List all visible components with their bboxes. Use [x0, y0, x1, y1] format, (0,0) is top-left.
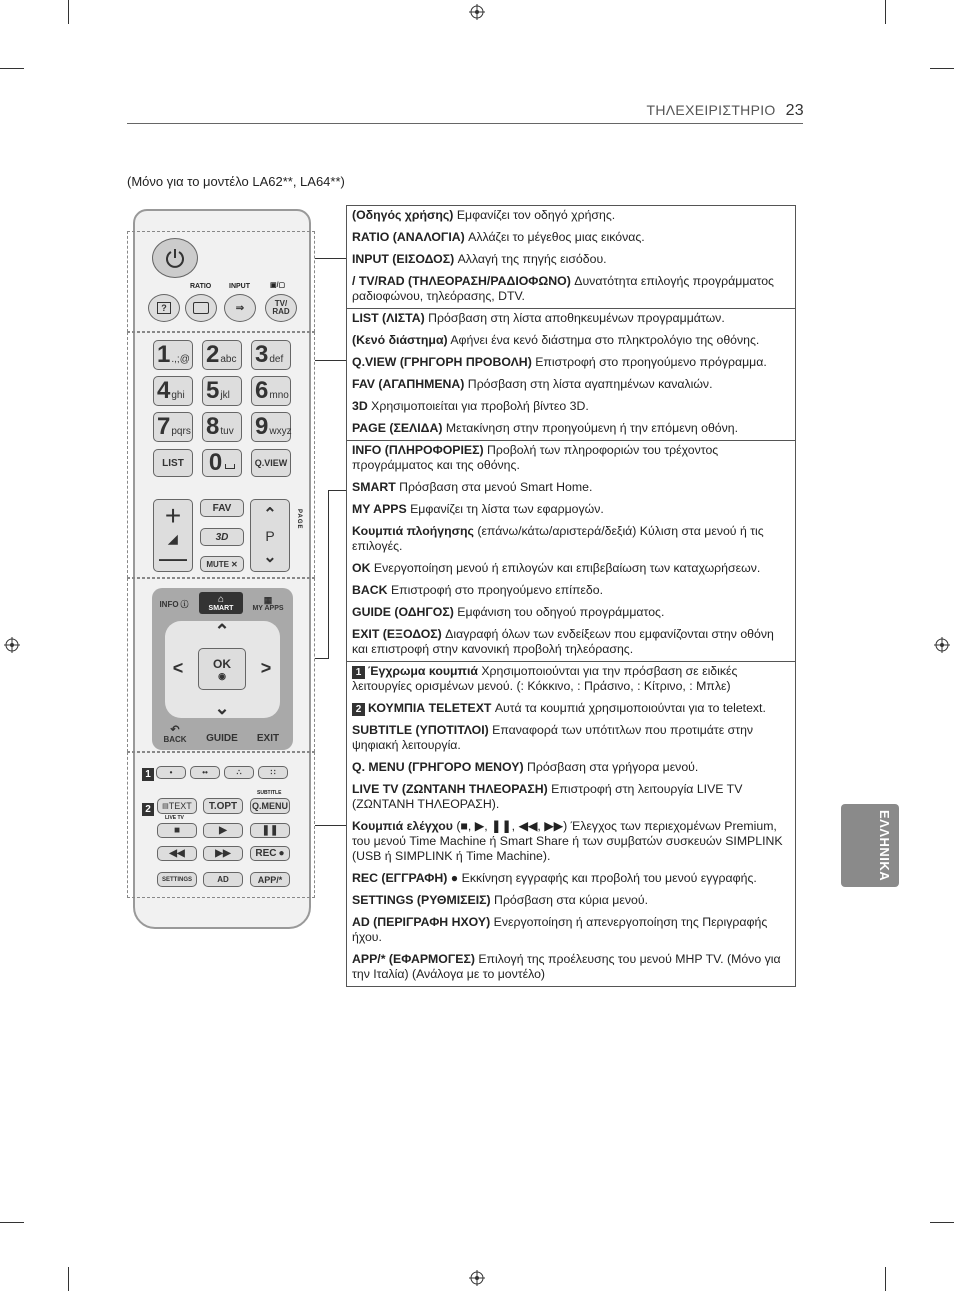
mute-button[interactable]: MUTE ✕: [200, 556, 244, 572]
function-description: Επιστροφή στο προηγούμενο επίπεδο.: [387, 583, 604, 597]
teletext-icon: ▤: [162, 803, 169, 810]
function-description: Εμφάνιση του οδηγού προγράμματος.: [453, 605, 665, 619]
function-item: [352, 421, 790, 436]
function-item: [352, 399, 790, 414]
function-item: [352, 723, 790, 753]
function-item: [352, 502, 790, 517]
function-description: Πρόσβαση στα κύρια μενού.: [490, 893, 649, 907]
number-key-3[interactable]: 3 def: [251, 340, 291, 370]
back-arrow-icon: ↶: [170, 723, 180, 736]
info-icon: ⓘ: [180, 599, 189, 609]
function-item: [352, 355, 790, 370]
number-key-1[interactable]: 1 .,;@: [153, 340, 193, 370]
3d-button[interactable]: 3D: [200, 528, 244, 546]
function-name: REC (ΕΓΓΡΑΦΗ): [352, 871, 448, 885]
function-item: [352, 443, 790, 473]
number-key-6[interactable]: 6 mno: [251, 376, 291, 406]
function-description: Εμφανίζει τον οδηγό χρήσης.: [453, 208, 616, 222]
function-name: BACK: [352, 583, 388, 597]
function-name: SMART: [352, 480, 396, 494]
red-button[interactable]: •: [156, 766, 186, 779]
chevron-down-icon: ⌄: [263, 549, 277, 566]
page-number: 23: [785, 102, 804, 119]
crop-mark: [885, 0, 886, 24]
function-name: Έγχρωμα κουμπιά: [368, 664, 478, 678]
function-name: GUIDE (ΟΔΗΓΟΣ): [352, 605, 454, 619]
function-name: LIST (ΛΙΣΤΑ): [352, 311, 425, 325]
fast-forward-icon: ▶▶: [215, 848, 231, 859]
function-item: [352, 664, 790, 694]
function-description: (επάνω/κάτω/αριστερά/δεξιά) Κύλιση στα μενού ή τις επιλογές.: [352, 524, 764, 553]
function-description: Χρησιμοποιείται για προβολή βίντεο 3D.: [367, 399, 589, 413]
ratio-button[interactable]: [185, 294, 217, 322]
subtitle-label: SUBTITLE: [257, 790, 282, 796]
nav-up-button[interactable]: ⌃: [214, 620, 230, 641]
crop-mark: [930, 1222, 954, 1223]
function-name: FAV (ΑΓΑΠΗΜΕΝΑ): [352, 377, 465, 391]
registration-mark-icon: [469, 1270, 485, 1286]
number-key-4[interactable]: 4 ghi: [153, 376, 193, 406]
tvrad-button[interactable]: TV/ RAD: [265, 294, 297, 322]
zero-space-button[interactable]: 0: [202, 449, 242, 477]
function-description: Προβολή των πληροφοριών του τρέχοντος προγράμματος και της οθόνης.: [352, 443, 719, 472]
number-badge: 2: [352, 703, 365, 716]
nav-right-button[interactable]: >: [260, 657, 272, 678]
table-section: [347, 309, 795, 441]
function-item: [352, 311, 790, 326]
function-description: Πρόσβαση στα μενού Smart Home.: [395, 480, 593, 494]
nav-left-button[interactable]: <: [172, 657, 184, 678]
number-key-2[interactable]: 2 abc: [202, 340, 242, 370]
function-description: Αλλάζει το μέγεθος μιας εικόνας.: [464, 230, 645, 244]
number-badge: 1: [352, 666, 365, 679]
guide-button[interactable]: GUIDE: [206, 732, 238, 744]
smart-button[interactable]: ⌂ SMART: [199, 592, 243, 614]
function-item: [352, 893, 790, 908]
header-rule: [127, 123, 803, 124]
function-name: INFO (ΠΛΗΡΟΦΟΡΙΕΣ): [352, 443, 484, 457]
function-item: [352, 583, 790, 598]
record-dot-icon: ●: [278, 848, 285, 859]
settings-button[interactable]: SETTINGS: [157, 872, 197, 887]
function-name: Κουμπιά ελέγχου: [352, 819, 453, 833]
table-section: [347, 206, 795, 309]
grid-icon: ▦: [263, 595, 273, 605]
crop-mark: [68, 0, 69, 24]
function-name: SUBTITLE (ΥΠΟΤΙΤΛΟΙ): [352, 723, 489, 737]
function-name: PAGE (ΣΕΛΙΔΑ): [352, 421, 443, 435]
leader-line: [328, 490, 329, 658]
program-rocker[interactable]: ⌃ P ⌄: [250, 499, 290, 572]
my-apps-button[interactable]: ▦ MY APPS: [252, 595, 284, 612]
function-table: [346, 205, 796, 987]
function-item: [352, 782, 790, 812]
yellow-button[interactable]: ∴: [224, 766, 254, 779]
function-name: ΚΟΥΜΠΙΑ TELETEXT: [368, 701, 492, 715]
page-label: PAGE: [296, 509, 302, 530]
registration-mark-icon: [4, 637, 20, 653]
function-description: Ενεργοποίηση ή απενεργοποίηση της Περιγραφής ήχου.: [352, 915, 768, 944]
function-item: [352, 627, 790, 657]
crop-mark: [0, 1222, 24, 1223]
function-item: [352, 871, 790, 886]
function-item: [352, 952, 790, 982]
pause-button[interactable]: [250, 823, 290, 838]
function-name: Q. MENU (ΓΡΗΓΟΡΟ ΜΕΝΟΥ): [352, 760, 524, 774]
function-name: (Οδηγός χρήσης): [352, 208, 454, 222]
number-key-7[interactable]: 7 pqrs: [153, 412, 193, 442]
function-item: [352, 208, 790, 223]
input-button[interactable]: [224, 294, 256, 322]
mute-icon: ✕: [230, 559, 238, 569]
number-key-5[interactable]: 5 jkl: [202, 376, 242, 406]
function-item: [352, 230, 790, 245]
function-name: (Κενό διάστημα): [352, 333, 448, 347]
function-item: [352, 480, 790, 495]
green-button[interactable]: ••: [190, 766, 220, 779]
function-name: INPUT (ΕΙΣΟΔΟΣ): [352, 252, 455, 266]
text-button[interactable]: ▤ TEXT: [157, 798, 197, 814]
volume-icon: ◢: [168, 531, 178, 546]
qmenu-button[interactable]: Q.MENU: [250, 798, 290, 814]
function-item: [352, 605, 790, 620]
fast-forward-button[interactable]: [203, 846, 243, 861]
registration-mark-icon: [934, 637, 950, 653]
crop-mark: [930, 68, 954, 69]
table-section: [347, 662, 795, 986]
function-description: Επιλογή της προέλευσης του μενού MHP TV. (Μόνο για την Ιταλία) (Ανάλογα με το μοντέλο): [352, 952, 781, 981]
crop-mark: [0, 68, 24, 69]
pause-icon: ❚❚: [261, 825, 279, 836]
function-name: OK: [352, 561, 371, 575]
livetv-label: LIVE TV: [165, 815, 184, 821]
leader-line: [315, 360, 346, 361]
page-header: [647, 102, 804, 120]
language-tab: ΕΛΛΗΝΙΚΑ: [841, 804, 899, 887]
volume-rocker[interactable]: [153, 499, 193, 572]
list-button[interactable]: LIST: [153, 449, 193, 477]
function-name: RATIO (ΑΝΑΛΟΓΙΑ): [352, 230, 465, 244]
crop-mark: [885, 1267, 886, 1291]
function-description: Χρησιμοποιούνται για την πρόσβαση σε ειδικές λειτουργίες ορισμένων μενού. (: Κόκκινο, : Πράσινο, : Κίτρινο, : Μπλε): [352, 664, 738, 693]
function-description: (■, ▶, ❚❚, ◀◀, ▶▶) Έλεγχος των περιεχομένων Premium, του μενού Time Machine ή Smart Share ή των συμβατών συσκευών SIMPLINK (USB ή SIMPLINK ή Time Machine).: [352, 819, 783, 863]
function-name: 3D: [352, 399, 368, 413]
number-key-9[interactable]: 9 wxyz: [251, 412, 291, 442]
rewind-icon: ◀◀: [169, 848, 185, 859]
function-description: Αυτά τα κουμπιά χρησιμοποιούνται για το teletext.: [491, 701, 766, 715]
info-button[interactable]: INFO ⓘ: [159, 599, 189, 609]
function-name: LIVE TV (ΖΩΝΤΑΝΗ ΤΗΛΕΟΡΑΣΗ): [352, 782, 548, 796]
app-button[interactable]: APP/*: [250, 872, 290, 887]
blue-button[interactable]: ∷: [258, 766, 288, 779]
function-name: MY APPS: [352, 502, 407, 516]
leader-line: [328, 490, 346, 491]
function-item: [352, 561, 790, 576]
question-icon: ?: [157, 302, 171, 314]
registration-mark-icon: [469, 4, 485, 20]
function-item: [352, 524, 790, 554]
stop-icon: ■: [173, 825, 181, 836]
nav-down-button[interactable]: ⌄: [214, 697, 230, 718]
ratio-label: RATIO: [190, 283, 212, 290]
leader-line: [315, 258, 346, 259]
function-item: [352, 760, 790, 775]
number-key-8[interactable]: 8 tuv: [202, 412, 242, 442]
function-description: Επιστροφή στο προηγούμενο πρόγραμμα.: [531, 355, 767, 369]
function-item: [352, 701, 790, 716]
function-item: [352, 377, 790, 392]
crop-mark: [68, 1267, 69, 1291]
power-button[interactable]: [152, 238, 198, 278]
function-name: APP/* (ΕΦΑΡΜΟΓΕΣ): [352, 952, 475, 966]
function-item: [352, 915, 790, 945]
function-description: Πρόσβαση στη λίστα αποθηκευμένων προγραμμάτων.: [424, 311, 725, 325]
function-description: Αφήνει ένα κενό διάστημα στο πληκτρολόγιο της οθόνης.: [447, 333, 760, 347]
back-button[interactable]: ↶ BACK: [163, 723, 187, 744]
leader-line: [315, 658, 329, 659]
function-description: Επιστροφή στη λειτουργία LIVE TV (ΖΩΝΤΑΝΗ ΤΗΛΕΟΡΑΣΗ).: [352, 782, 743, 811]
function-description: Εμφανίζει τη λίστα των εφαρμογών.: [406, 502, 604, 516]
play-icon: ▶: [219, 825, 227, 836]
leader-line: [315, 825, 346, 826]
badge-1: 1: [142, 768, 154, 781]
topt-button[interactable]: T.OPT: [203, 798, 243, 814]
function-description: Μετακίνηση στην προηγούμενη ή την επόμενη οθόνη.: [442, 421, 739, 435]
function-description: Δυνατότητα επιλογής προγράμματος ραδιοφώνου, τηλεόρασης, DTV.: [352, 274, 774, 303]
badge-2: 2: [142, 803, 154, 816]
tvrad-icon-label: ▣/▢: [270, 282, 286, 289]
rec-button[interactable]: REC ●: [250, 846, 290, 861]
fav-button[interactable]: FAV: [200, 499, 244, 517]
function-description: Πρόσβαση στα γρήγορα μενού.: [523, 760, 699, 774]
function-description: Πρόσβαση στη λίστα αγαπημένων καναλιών.: [464, 377, 713, 391]
function-name: Κουμπιά πλοήγησης: [352, 524, 474, 538]
ad-button[interactable]: AD: [203, 872, 243, 887]
section-title: ΤΗΛΕΧΕΙΡΙΣΤΗΡΙΟ: [646, 102, 776, 118]
function-name: Q.VIEW (ΓΡΗΓΟΡΗ ΠΡΟΒΟΛΗ): [352, 355, 532, 369]
model-note: (Μόνο για το μοντέλο LA62**, LA64**): [127, 174, 345, 189]
home-icon: ⌂: [217, 593, 225, 605]
table-section: [347, 441, 795, 662]
play-button[interactable]: [203, 823, 243, 838]
user-guide-button[interactable]: [148, 294, 180, 322]
power-icon: [164, 247, 186, 269]
function-description: Ενεργοποίηση μενού ή επιλογών και επιβεβαίωση των καταχωρήσεων.: [370, 561, 761, 575]
function-name: AD (ΠΕΡΙΓΡΑΦΗ ΗΧΟΥ): [352, 915, 491, 929]
input-label: INPUT: [229, 283, 250, 290]
function-item: [352, 819, 790, 864]
function-item: [352, 274, 790, 304]
ok-button[interactable]: OK ◉: [198, 648, 246, 690]
ratio-icon: [193, 302, 209, 314]
stop-button[interactable]: [157, 823, 197, 838]
function-item: [352, 252, 790, 267]
rewind-button[interactable]: [157, 846, 197, 861]
space-icon: [225, 464, 235, 469]
input-icon: ⇒: [235, 302, 245, 314]
volume-up-icon: +: [164, 500, 182, 531]
function-description: Διαγραφή όλων των ενδείξεων που εμφανίζονται στην οθόνη και επιστροφή στην κανονική προβολή τηλεόρασης.: [352, 627, 774, 656]
qview-button[interactable]: Q.VIEW: [251, 449, 291, 477]
function-name: EXIT (ΕΞΟΔΟΣ): [352, 627, 442, 641]
function-item: [352, 333, 790, 348]
function-description: ● Εκκίνηση εγγραφής και προβολή του μενού εγγραφής.: [447, 871, 757, 885]
exit-button[interactable]: EXIT: [256, 732, 280, 744]
function-description: Επαναφορά των υπότιτλων που προτιμάτε στην ψηφιακή λειτουργία.: [352, 723, 754, 752]
chevron-up-icon: ⌃: [263, 506, 277, 523]
function-description: Αλλαγή της πηγής εισόδου.: [454, 252, 607, 266]
ok-dot-icon: ◉: [218, 670, 226, 681]
function-name: / TV/RAD (ΤΗΛΕΟΡΑΣΗ/ΡΑΔΙΟΦΩΝΟ): [352, 274, 571, 288]
volume-down-icon: —: [159, 542, 187, 573]
function-name: SETTINGS (ΡΥΘΜΙΣΕΙΣ): [352, 893, 491, 907]
